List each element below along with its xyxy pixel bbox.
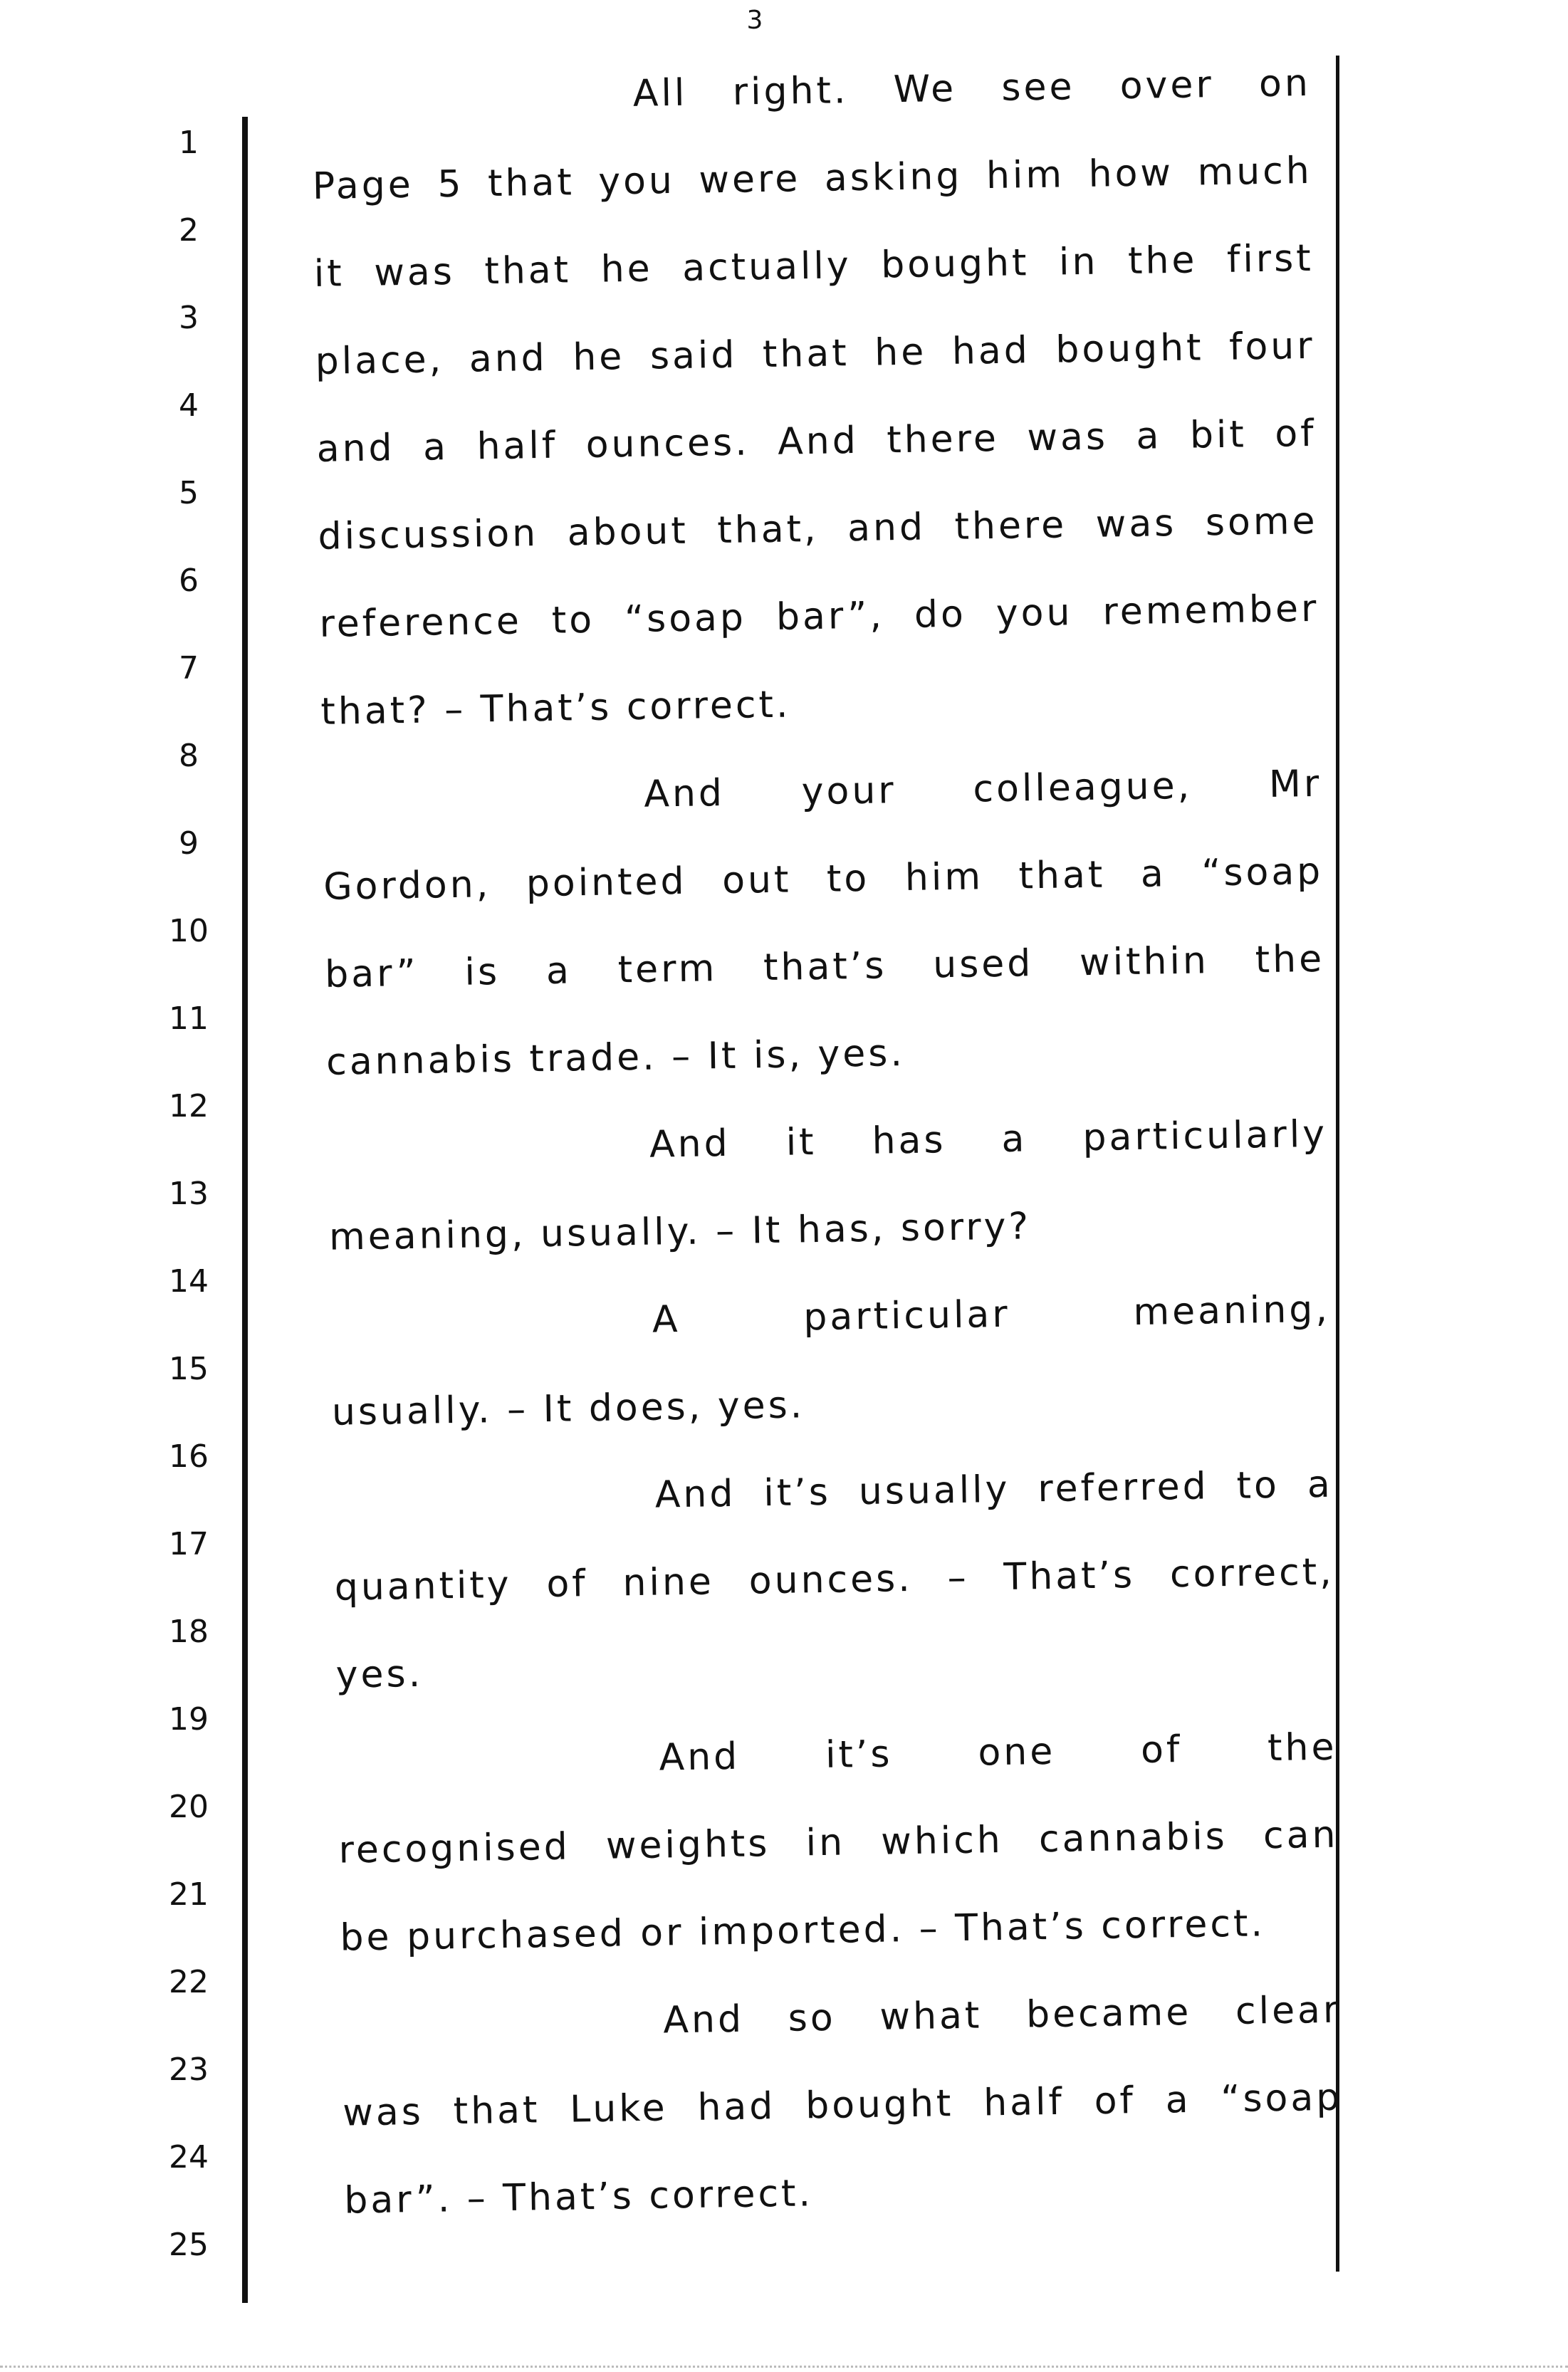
- line-number: 14: [169, 1263, 209, 1300]
- line-number: 16: [169, 1438, 209, 1475]
- transcript-line: bar”. – That’s correct.: [343, 2172, 814, 2222]
- line-number: 2: [179, 212, 199, 249]
- line-number: 8: [179, 738, 199, 774]
- transcript-line: reference to “soap bar”, do you remember: [319, 587, 1319, 646]
- transcript-line: quantity of nine ounces. – That’s correct,: [334, 1550, 1335, 1609]
- line-number: 17: [169, 1526, 209, 1562]
- transcript-line: recognised weights in which cannabis can: [338, 1813, 1339, 1872]
- line-number: 11: [169, 1000, 209, 1037]
- transcript-line: usually. – It does, yes.: [331, 1384, 805, 1434]
- line-number: 18: [169, 1614, 209, 1650]
- line-number: 10: [169, 913, 209, 949]
- transcript-line: and a half ounces. And there was a bit of: [316, 412, 1317, 471]
- line-number-column: [157, 118, 221, 2308]
- line-number: 4: [179, 387, 199, 424]
- transcript-line: Page 5 that you were asking him how much: [312, 149, 1313, 208]
- transcript-line: it was that he actually bought in the first: [313, 236, 1314, 296]
- line-number: 13: [169, 1176, 209, 1212]
- line-number: 25: [169, 2227, 209, 2263]
- transcript-line: And your colleague, Mr: [643, 762, 1322, 816]
- transcript-line: And so what became clear: [662, 1988, 1342, 2042]
- line-number: 23: [169, 2052, 209, 2088]
- transcript-text: [310, 40, 1344, 2245]
- line-number: 12: [169, 1088, 209, 1124]
- line-number: 7: [179, 650, 199, 686]
- transcript-line: A particular meaning,: [652, 1287, 1331, 1342]
- line-number: 24: [169, 2139, 209, 2175]
- transcript-line: was that Luke had bought half of a “soap: [342, 2076, 1343, 2135]
- transcript-line: All right. We see over on: [632, 61, 1312, 115]
- line-number: 15: [169, 1351, 209, 1387]
- transcript-line: meaning, usually. – It has, sorry?: [328, 1205, 1032, 1259]
- line-number: 5: [179, 475, 199, 511]
- line-number: 19: [169, 1701, 209, 1738]
- transcript-line: And it’s one of the: [659, 1725, 1337, 1780]
- line-number: 21: [169, 1876, 209, 1913]
- line-number: 20: [169, 1789, 209, 1825]
- page-number: 3: [746, 6, 763, 35]
- transcript-line: be purchased or imported. – That’s correct.: [340, 1902, 1266, 1960]
- line-number: 22: [169, 1964, 209, 2000]
- left-margin-rule: [242, 117, 248, 2303]
- transcript-line: And it’s usually referred to a: [654, 1463, 1334, 1517]
- transcript-line: cannabis trade. – It is, yes.: [325, 1032, 906, 1084]
- line-number: 3: [179, 300, 199, 336]
- transcript-line: that? – That’s correct.: [320, 683, 791, 733]
- transcript-line: bar” is a term that’s used within the: [324, 937, 1325, 996]
- transcript-line: place, and he said that he had bought four: [315, 324, 1316, 383]
- transcript-line: yes.: [335, 1652, 424, 1697]
- line-number: 1: [179, 125, 199, 161]
- line-number: 6: [179, 563, 199, 599]
- line-number: 9: [179, 825, 199, 862]
- page-bottom-edge: [0, 2366, 1568, 2368]
- transcript-line: Gordon, pointed out to him that a “soap: [323, 850, 1324, 909]
- transcript-line: And it has a particularly: [649, 1112, 1328, 1166]
- transcript-line: discussion about that, and there was some: [318, 499, 1318, 558]
